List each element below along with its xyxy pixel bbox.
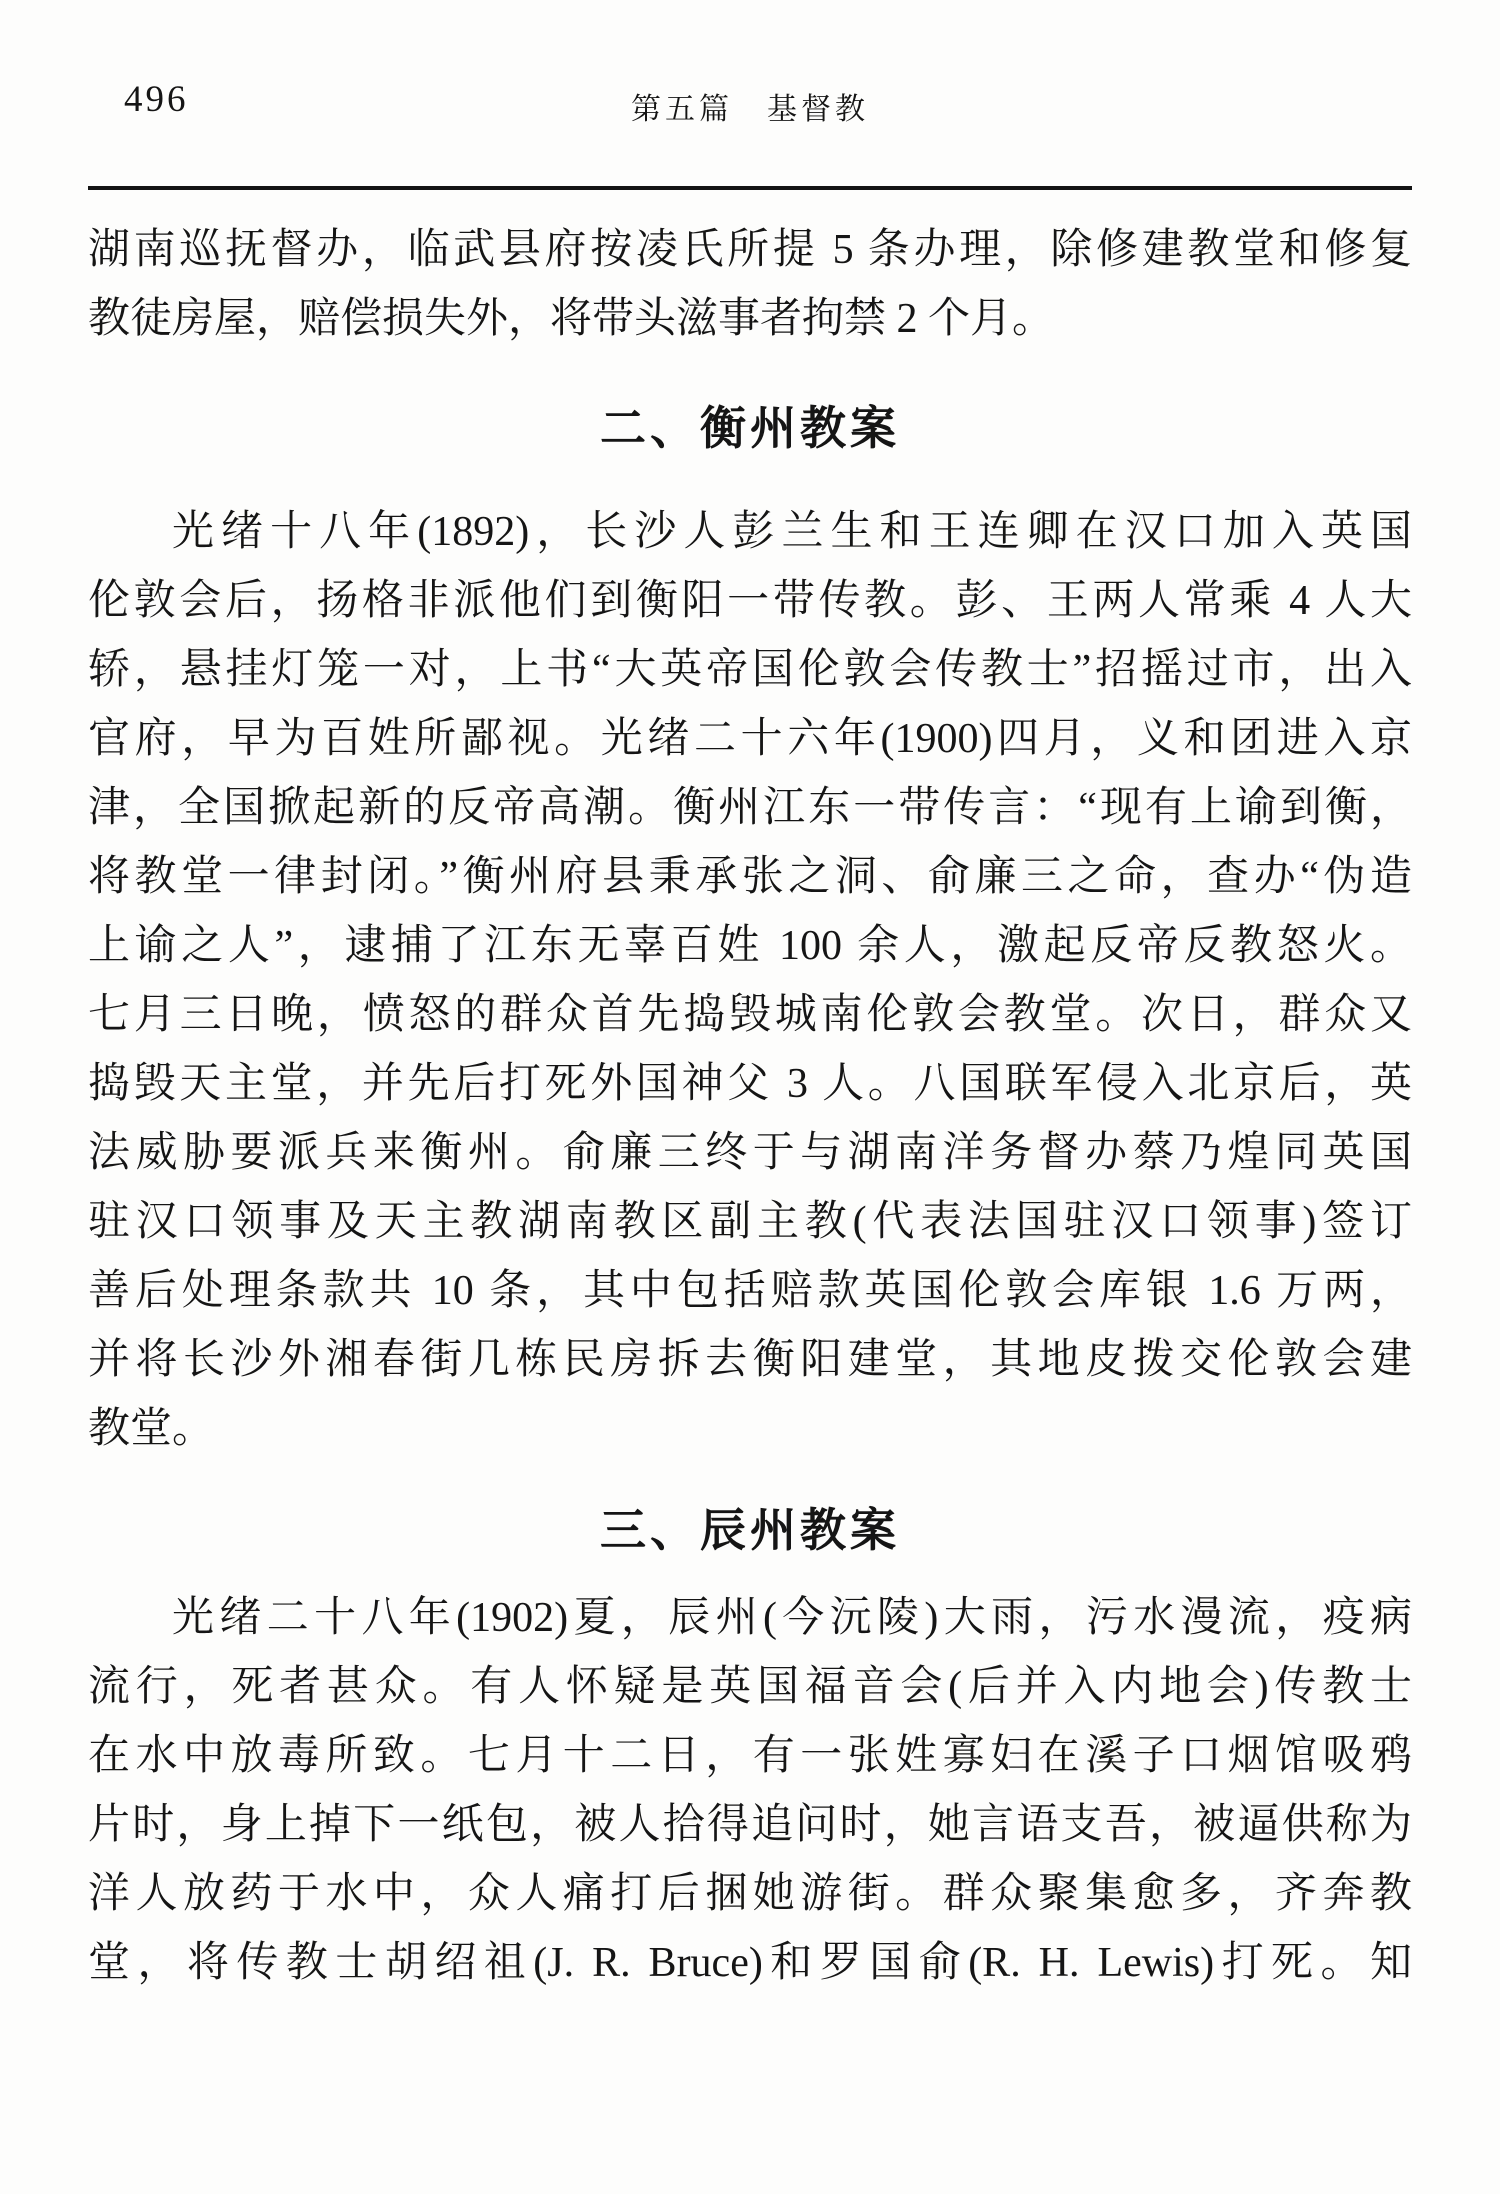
paragraph-chenzhou: [88, 1584, 1412, 1998]
paragraph-intro: [88, 216, 1412, 354]
text-line: 法威胁要派兵来衡州。俞廉三终于与湖南洋务督办蔡乃煌同英国: [88, 1130, 1412, 1176]
text-line: 驻汉口领事及天主教湖南教区副主教(代表法国驻汉口领事)签订: [88, 1199, 1412, 1245]
text-line: 伦敦会后，扬格非派他们到衡阳一带传教。彭、王两人常乘 4 人大: [88, 578, 1412, 624]
text-line: 将教堂一律封闭。”衡州府县秉承张之洞、俞廉三之命，查办“伪造: [88, 854, 1412, 900]
header-rule: [88, 186, 1412, 190]
page-header: [88, 78, 1412, 134]
text-line: 轿，悬挂灯笼一对，上书“大英帝国伦敦会传教士”招摇过市，出入: [88, 647, 1412, 693]
text-line: 捣毁天主堂，并先后打死外国神父 3 人。八国联军侵入北京后，英: [88, 1061, 1412, 1107]
page-body: [88, 216, 1412, 1998]
running-header: 第五篇 基督教: [631, 93, 869, 126]
section-heading-hengzhou: 二、衡州教案: [600, 402, 900, 454]
paragraph-hengzhou: [88, 498, 1412, 1464]
text-line: 湖南巡抚督办，临武县府按凌氏所提 5 条办理，除修建教堂和修复: [88, 227, 1412, 273]
text-line: 片时，身上掉下一纸包，被人拾得追问时，她言语支吾，被逼供称为: [88, 1802, 1412, 1848]
text-line: 光绪二十八年(1902)夏，辰州(今沅陵)大雨，污水漫流，疫病: [172, 1595, 1412, 1641]
text-line: 洋人放药于水中，众人痛打后捆她游街。群众聚集愈多，齐奔教: [88, 1871, 1412, 1917]
text-line: 并将长沙外湘春街几栋民房拆去衡阳建堂，其地皮拨交伦敦会建: [88, 1337, 1412, 1383]
text-line: 堂，将传教士胡绍祖(J. R. Bruce)和罗国俞(R. H. Lewis)打死。知: [88, 1940, 1412, 1986]
text-line: 七月三日晚，愤怒的群众首先捣毁城南伦敦会教堂。次日，群众又: [88, 992, 1412, 1038]
text-line: 在水中放毒所致。七月十二日，有一张姓寡妇在溪子口烟馆吸鸦: [88, 1733, 1412, 1779]
text-line: 上谕之人”，逮捕了江东无辜百姓 100 余人，激起反帝反教怒火。: [88, 923, 1412, 969]
section-heading-chenzhou: 三、辰州教案: [600, 1504, 900, 1556]
text-line: 官府，早为百姓所鄙视。光绪二十六年(1900)四月，义和团进入京: [88, 716, 1412, 762]
text-line: 津，全国掀起新的反帝高潮。衡州江东一带传言：“现有上谕到衡，: [88, 785, 1412, 831]
text-line: 流行，死者甚众。有人怀疑是英国福音会(后并入内地会)传教士: [88, 1664, 1412, 1710]
text-line: 善后处理条款共 10 条，其中包括赔款英国伦敦会库银 1.6 万两，: [88, 1268, 1412, 1314]
text-line: 教徒房屋，赔偿损失外，将带头滋事者拘禁 2 个月。: [88, 296, 1055, 342]
text-line: 教堂。: [88, 1406, 215, 1452]
text-line: 光绪十八年(1892)，长沙人彭兰生和王连卿在汉口加入英国: [172, 509, 1412, 555]
page-number: 496: [124, 79, 189, 120]
